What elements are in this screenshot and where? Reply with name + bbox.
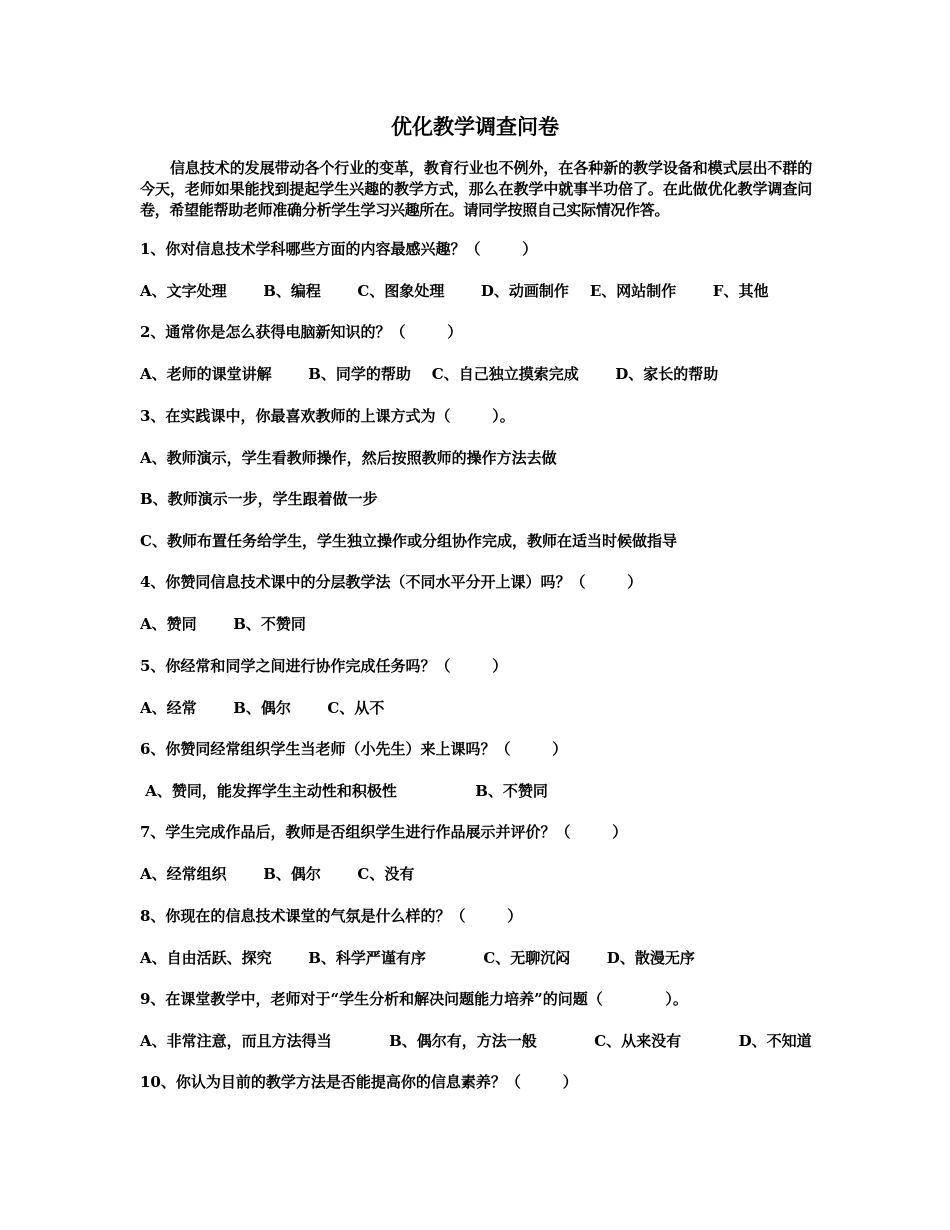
intro-paragraph: 信息技术的发展带动各个行业的变革，教育行业也不例外，在各种新的教学设备和模式层出不群的今天，老师如果能找到提起学生兴趣的教学方式，那么在教学中就事半功倍了。在此做优化教学调查问卷，希望能帮助老师准确分析学生学习兴趣所在。请同学按照自己实际情况作答。 [140, 159, 812, 219]
question-9-options: A、非常注意，而且方法得当 B、偶尔有，方法一般 C、从来没有 D、不知道 [140, 1032, 812, 1050]
question-4: 4、你赞同信息技术课中的分层教学法（不同水平分开上课）吗？（ ） [140, 573, 643, 591]
document-title: 优化教学调查问卷 [391, 114, 559, 139]
question-1-options: A、文字处理 B、编程 C、图象处理 D、动画制作 E、网站制作 F、其他 [140, 282, 769, 300]
question-5-options: A、经常 B、偶尔 C、从不 [140, 699, 385, 717]
question-10: 10、你认为目前的教学方法是否能提高你的信息素养？（ ） [140, 1073, 578, 1091]
question-2-options: A、老师的课堂讲解 B、同学的帮助 C、自己独立摸索完成 D、家长的帮助 [140, 365, 719, 383]
question-6: 6、你赞同经常组织学生当老师（小先生）来上课吗？（ ） [140, 740, 568, 758]
question-3-option-c: C、教师布置任务给学生，学生独立操作或分组协作完成，教师在适当时候做指导 [140, 532, 677, 550]
question-5: 5、你经常和同学之间进行协作完成任务吗？（ ） [140, 657, 508, 675]
question-4-options: A、赞同 B、不赞同 [140, 615, 306, 633]
question-3-option-b: B、教师演示一步，学生跟着做一步 [140, 490, 378, 508]
question-3-option-a: A、教师演示，学生看教师操作，然后按照教师的操作方法去做 [140, 449, 557, 467]
question-7: 7、学生完成作品后，教师是否组织学生进行作品展示并评价？（ ） [140, 823, 628, 841]
question-8-options: A、自由活跃、探究 B、科学严谨有序 C、无聊沉闷 D、散漫无序 [140, 949, 695, 967]
question-7-options: A、经常组织 B、偶尔 C、没有 [140, 865, 415, 883]
question-9: 9、在课堂教学中，老师对于“学生分析和解决问题能力培养”的问题（ ）。 [140, 990, 688, 1008]
question-6-options: A、赞同，能发挥学生主动性和积极性 B、不赞同 [140, 782, 548, 800]
question-2: 2、通常你是怎么获得电脑新知识的？（ ） [140, 323, 463, 341]
question-1: 1、你对信息技术学科哪些方面的内容最感兴趣？（ ） [140, 240, 538, 258]
question-3: 3、在实践课中，你最喜欢教师的上课方式为（ ）。 [140, 407, 515, 425]
question-8: 8、你现在的信息技术课堂的气氛是什么样的？（ ） [140, 907, 523, 925]
